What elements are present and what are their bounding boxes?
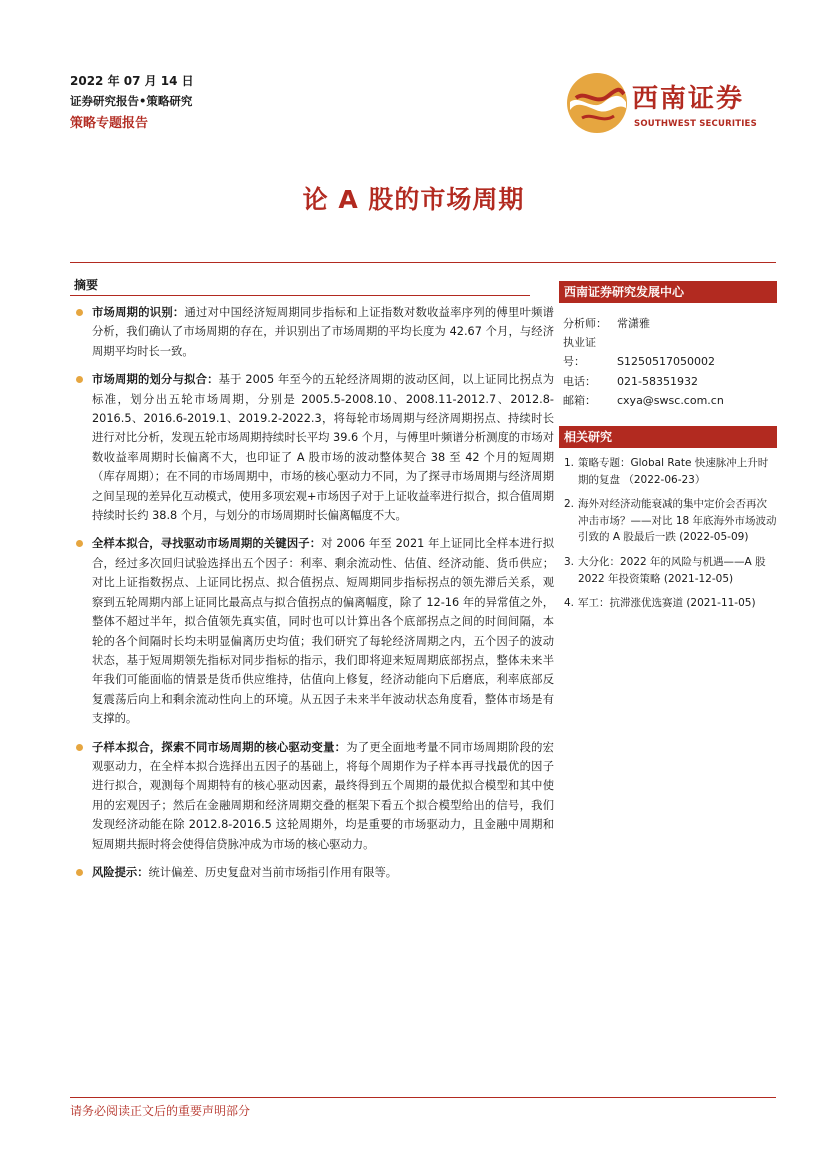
logo-name-cn: 西南证券 [632, 84, 745, 114]
related-item-number: 2. [564, 498, 575, 511]
footer-divider [70, 1097, 776, 1098]
analyst-label: 分析师： [563, 317, 607, 330]
disclaimer-note: 请务必阅读正文后的重要声明部分 [70, 1104, 251, 1118]
related-item-text: 策略专题：Global Rate 快速脉冲上升时期的复盘 （2022-06-23） [578, 457, 769, 486]
summary-body [70, 303, 554, 891]
report-date: 2022 年 07 月 14 日 [70, 74, 194, 88]
bullet-lead: 子样本拟合，探索不同市场周期的核心驱动变量： [92, 740, 347, 754]
related-item-text: 军工：抗滞涨优选赛道 (2021-11-05) [578, 597, 756, 610]
report-header [70, 73, 194, 133]
bullet-text: 统计偏差、历史复盘对当前市场指引作用有限等。 [148, 865, 398, 879]
sidebar [559, 281, 777, 620]
bullet-dot-icon [76, 309, 83, 316]
license-value: S1250517050002 [617, 355, 715, 369]
report-subtype: 策略专题报告 [70, 116, 149, 131]
company-logo [566, 72, 766, 136]
bullet-dot-icon [76, 376, 83, 383]
related-item-text: 海外对经济动能衰减的集中定价会否再次冲击市场？——对比 18 年底海外市场波动引致的 A 股最后一跌 (2022-05-09) [578, 498, 777, 544]
summary-bullet [70, 534, 554, 728]
email-row [563, 391, 777, 410]
related-item-number: 4. [564, 597, 575, 610]
related-research-title: 相关研究 [559, 426, 777, 448]
summary-heading: 摘要 [74, 278, 99, 292]
research-center-title: 西南证券研究发展中心 [559, 281, 777, 303]
email-label: 邮箱： [563, 393, 596, 407]
logo-name-en: SOUTHWEST SECURITIES [634, 119, 757, 129]
summary-bullet [70, 303, 554, 361]
bullet-lead: 市场周期的划分与拟合： [92, 373, 219, 387]
title-divider [70, 262, 776, 263]
report-type: 证券研究报告•策略研究 [70, 94, 193, 108]
related-item-text: 大分化：2022 年的风险与机遇——A 股 2022 年投资策略 (2021-12-05) [578, 555, 766, 585]
analyst-info [559, 303, 777, 410]
summary-bullet [70, 370, 554, 525]
related-item[interactable] [559, 595, 777, 612]
related-list [559, 448, 777, 612]
bullet-dot-icon [76, 869, 83, 876]
summary-divider [70, 295, 530, 296]
logo-emblem-icon [566, 72, 628, 134]
phone-label: 电话： [563, 374, 596, 388]
phone-row [563, 372, 777, 391]
bullet-lead: 风险提示： [92, 865, 149, 879]
bullet-text: 对 2006 年至 2021 年上证同比全样本进行拟合，经过多次回归试验选择出五个因子：利率、剩余流动性、估值、经济动能、货币供应；对比上证指数拐点、上证同比拐点、拟合值拐点、短周期同步指标拐点的领先滞后关系，观察到五轮周期内部上证同比最高点与拟合值拐点的偏离幅度，除了 12-16 年的异常值之外，整体不超过半年，拟合值领先真实值，同时也可以计算出各个底部拐点之间的时间间隔，本轮的各个间隔时长均未明显偏离历史均值；我们研究了每轮经济周期之内，五个因子的波动状态，基于短周期领先指标对同步指标的指示，我们即将迎来短周期底部拐点，整体未来半年我们可能面临的情景是货币供应维持，估值向上修复，经济动能向下后磨底，利率底部反复震荡后向上和剩余流动性向上的环境。从五因子未来半年波动状态角度看，整体市场是有支撑的。 [92, 537, 554, 726]
bullet-text: 通过对中国经济短周期同步指标和上证指数对数收益率序列的傅里叶频谱分析，我们确认了市场周期的存在，并识别出了市场周期的平均长度为 42.67 个月，与经济周期平均时长一致。 [92, 306, 554, 358]
related-research [559, 426, 777, 612]
phone-value: 021-58351932 [617, 374, 698, 388]
analyst-row [563, 314, 777, 333]
summary-bullet [70, 863, 554, 882]
related-item-number: 1. [564, 457, 575, 470]
related-item[interactable] [559, 496, 777, 546]
bullet-dot-icon [76, 744, 83, 751]
bullet-lead: 全样本拟合，寻找驱动市场周期的关键因子： [92, 537, 322, 551]
email-value[interactable]: cxya@swsc.com.cn [617, 393, 724, 407]
related-item[interactable] [559, 455, 777, 488]
report-title: 论 A 股的市场周期 [302, 185, 525, 214]
summary-bullet [70, 738, 554, 854]
license-row [563, 333, 777, 371]
related-item-number: 3. [564, 555, 575, 568]
related-item[interactable] [559, 554, 777, 587]
bullet-dot-icon [76, 540, 83, 547]
bullet-text: 为了更全面地考量不同市场周期阶段的宏观驱动力，在全样本拟合选择出五因子的基础上，将每个周期作为子样本再寻找最优的因子进行拟合，观测每个周期特有的核心驱动因素，最终得到五个周期的最优拟合模型和其中使用的宏观因子；然后在金融周期和经济周期交叠的框架下看五个拟合模型给出的信号，我们发现经济动能在除 2012.8-2016.5 这轮周期外，均是重要的市场驱动力，且金融中周期和短周期共振时将会使得信贷脉冲成为市场的核心驱动力。 [92, 740, 554, 851]
bullet-lead: 市场周期的识别： [92, 306, 185, 319]
analyst-name: 常潇雅 [617, 317, 650, 330]
license-label: 执业证号： [563, 336, 596, 369]
bullet-text: 基于 2005 年至今的五轮经济周期的波动区间，以上证同比拐点为标准，划分出五轮市场周期，分别是 2005.5-2008.10、2008.11-2012.7、2012.8-2016.5、2016.6-2019.1、2019.2-2022.3，将每轮市场周期与经济周期拐点、持续时长进行对比分析，发现五轮市场周期持续时长平均 39.6 个月，与傅里叶频谱分析测度的市场对数收益率周期时长偏离不大，也印证了 A 股市场的波动整体契合 38 至 42 个月的短周期（库存周期）；在不同的市场周期中，市场的核心驱动力不同，为了探寻市场周期与经济周期之间呈现的差异化互动模式，使用多项宏观+市场因子对于上证收益率进行拟合，拟合值周期持续时长约 38.8 个月，与划分的市场周期时长偏离幅度不大。 [92, 373, 554, 523]
